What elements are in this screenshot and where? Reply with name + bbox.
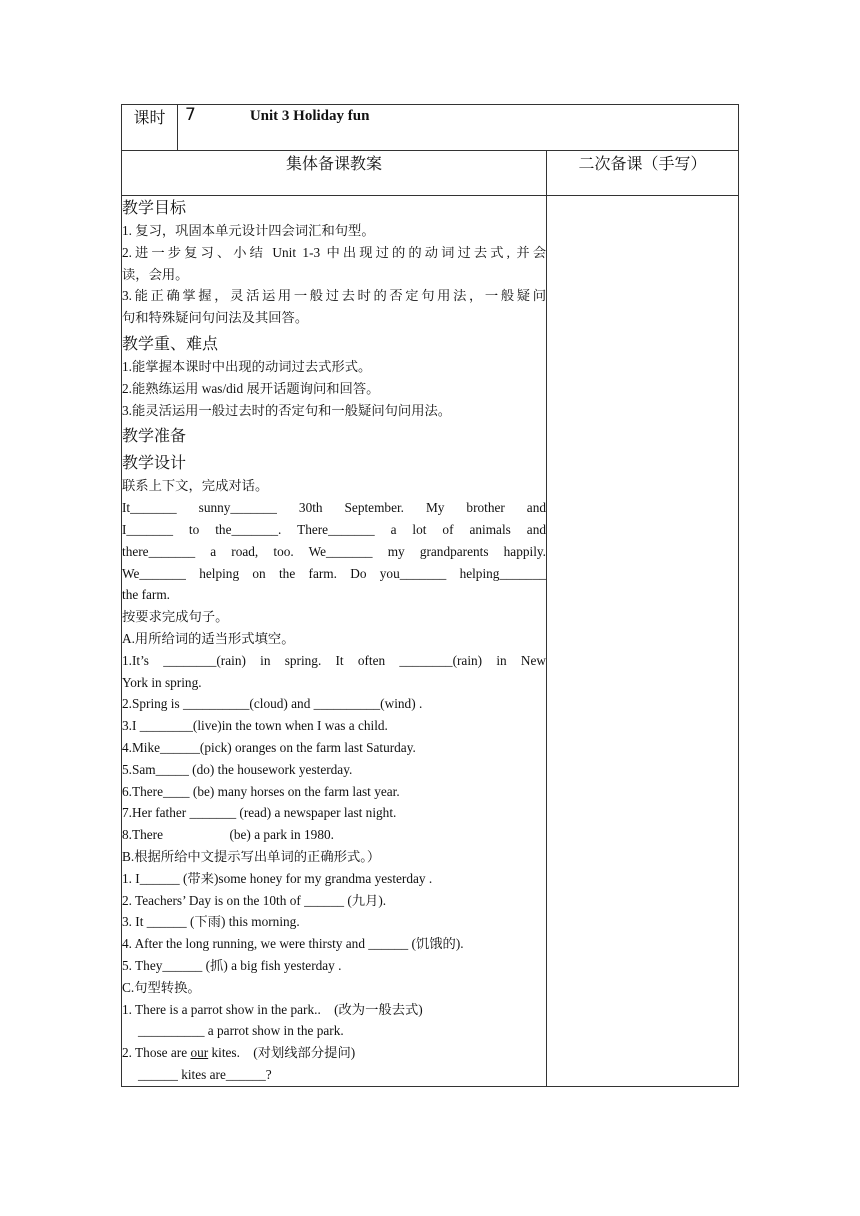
column-header-row [122,151,739,196]
exercise-line: 6.There____ (be) many horses on the farm last year. [122,783,400,799]
keypoint-line: 3.能灵活运用一般过去时的否定句和一般疑问句问用法。 [122,402,452,418]
goals-heading: 教学目标 [122,198,187,217]
exercise-line: 1.It’s ________(rain) in spring. It often ________(rain) in New [122,652,546,668]
exercise-a-title: A.用所给词的适当形式填空。 [122,630,295,646]
exercise-line: York in spring. [122,674,202,690]
keypoints-heading: 教学重、难点 [122,333,219,353]
goal-line: 3.能正确掌握，灵活运用一般过去时的否定句用法，一般疑问 [122,288,546,304]
exercise-line: 5.Sam_____ (do) the housework yesterday. [122,761,353,777]
design-heading: 教学设计 [122,453,187,473]
dialogue-line: I_______ to the_______. There_______ a lot of animals and [122,521,546,537]
goal-line: 句和特殊疑问句问法及其回答。 [122,310,309,326]
answer-line: ______ kites are______? [138,1066,272,1082]
exercise-line: 8.There (be) a park in 1980. [122,827,334,843]
goal-line: 1. 复习，巩固本单元设计四会词汇和句型。 [122,223,375,238]
secondary-plan-header: 二次备课（手写） [547,151,739,196]
lesson-plan-table [121,104,739,1087]
exercise-line: 5. They______ (抓) a big fish yesterday . [122,957,342,973]
design-intro: 联系上下文，完成对话。 [122,478,269,494]
goal-line: 2.进一步复习、小结 Unit 1-3 中出现过的的动词过去式, 并会 [122,244,546,260]
dialogue-line: It_______ sunny_______ 30th September. My brother and [122,500,546,516]
unit-cell [178,105,739,151]
exercise-line: 7.Her father _______ (read) a newspaper last night. [122,805,397,821]
header-row [122,105,739,151]
unit-title: Unit 3 Holiday fun [249,108,370,124]
exercise-line: 2.Spring is __________(cloud) and __________(wind) . [122,696,423,712]
collective-plan-header: 集体备课教案 [122,151,547,196]
dialogue-line: there_______ a road, too. We_______ my grandparents happily. [122,543,546,559]
exercise-line: 4. After the long running, we were thirsty and ______ (饥饿的). [122,936,464,952]
exercise-line: 3.I ________(live)in the town when I was a child. [122,718,388,734]
handwritten-notes-cell[interactable] [547,196,739,1087]
prep-heading: 教学准备 [122,426,187,446]
collective-plan-content [122,196,547,1087]
exercise-b-title: B.根据所给中文提示写出单词的正确形式。） [122,848,381,864]
exercise-line: 1. I______ (带来)some honey for my grandma yesterday . [122,870,433,886]
content-row [122,196,739,1087]
exercise-line: 3. It ______ (下雨) this morning. [122,914,300,930]
dialogue-line: the farm. [122,587,170,603]
answer-line: __________ a parrot show in the park. [138,1023,344,1039]
requirement-line: 按要求完成句子。 [122,609,229,625]
exercise-line: 4.Mike______(pick) oranges on the farm last Saturday. [122,739,416,755]
keypoint-line: 2.能熟练运用 was/did 展开话题询问和回答。 [122,380,380,396]
goal-line: 读，会用。 [122,266,189,282]
keypoint-line: 1.能掌握本课时中出现的动词过去式形式。 [122,358,372,374]
exercise-c-title: C.句型转换。 [122,979,201,995]
exercise-line: 1. There is a parrot show in the park.. (改为一般去式) [122,1001,423,1017]
c2-prefix: 2. Those are [122,1045,191,1061]
period-number: 7 [185,105,196,125]
period-label: 课时 [122,105,178,151]
exercise-line [122,1042,546,1064]
underlined-word: our [190,1045,209,1061]
c2-suffix: kites. (对划线部分提问) [208,1045,356,1061]
exercise-line: 2. Teachers’ Day is on the 10th of ______ (九月). [122,892,387,908]
dialogue-line: We_______ helping on the farm. Do you_______ helping_______ [122,565,546,581]
